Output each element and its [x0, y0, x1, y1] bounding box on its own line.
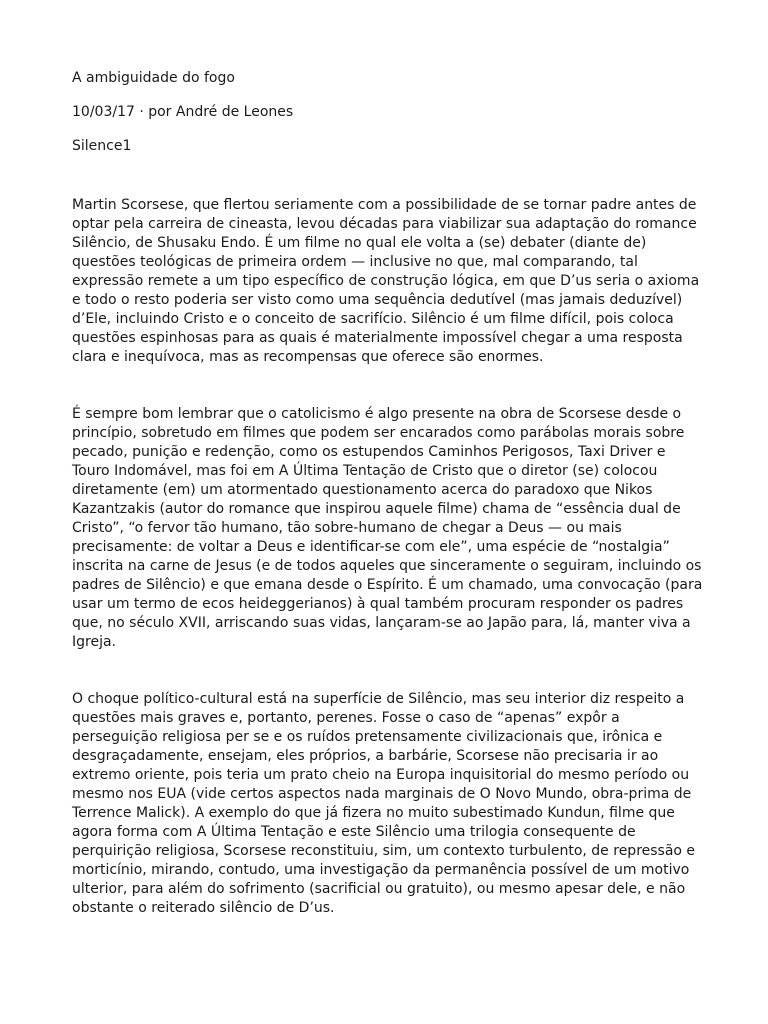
- paragraph-line: questões mais graves e, portanto, perenes. Fosse o caso de “apenas” expôr a: [72, 710, 620, 726]
- paragraph-line: questões espinhosas para as quais é materialmente impossível chegar a uma resposta: [72, 330, 683, 346]
- paragraph-line: Touro Indomável, mas foi em A Última Tentação de Cristo que o diretor (se) colocou: [72, 463, 658, 479]
- paragraph-line: ulterior, para além do sofrimento (sacrificial ou gratuito), ou mesmo apesar dele, e não: [72, 881, 686, 897]
- paragraph-line: É sempre bom lembrar que o catolicismo é algo presente na obra de Scorsese desde o: [72, 406, 682, 422]
- paragraph-line: perseguição religiosa per se e os ruídos pretensamente civilizacionais que, irônica e: [72, 729, 663, 745]
- paragraph-line: padres de Silêncio) e que emana desde o Espírito. É um chamado, uma convocação (para: [72, 577, 703, 593]
- paragraph-line: Martin Scorsese, que flertou seriamente com a possibilidade de se tornar padre antes de: [72, 197, 697, 213]
- paragraph-line: princípio, sobretudo em filmes que podem ser encarados como parábolas morais sobre: [72, 425, 685, 441]
- paragraph-2: [72, 405, 704, 652]
- paragraph-line: perquirição religiosa, Scorsese reconstituiu, sim, um contexto turbulento, de repressão e: [72, 843, 696, 859]
- document-page: [72, 69, 704, 918]
- paragraph-line: mesmo nos EUA (vide certos aspectos nada marginais de O Novo Mundo, obra-prima de: [72, 786, 692, 802]
- article-title: A ambiguidade do fogo: [72, 70, 235, 86]
- paragraph-line: clara e inequívoca, mas as recompensas que oferece são enormes.: [72, 349, 544, 365]
- paragraph-line: usar um termo de ecos heideggerianos) à qual também procuram responder os padres: [72, 596, 684, 612]
- paragraph-line: precisamente: de voltar a Deus e identificar-se com ele”, uma espécie de “nostalgia”: [72, 539, 670, 555]
- article-byline: 10/03/17 · por André de Leones: [72, 104, 294, 120]
- paragraph-line: Terrence Malick). A exemplo do que já fizera no muito subestimado Kundun, filme que: [72, 805, 675, 821]
- paragraph-line: agora forma com A Última Tentação e este Silêncio uma trilogia consequente de: [72, 824, 636, 840]
- image-caption: Silence1: [72, 138, 132, 154]
- paragraph-line: optar pela carreira de cineasta, levou décadas para viabilizar sua adaptação do romance: [72, 216, 697, 232]
- paragraph-line: obstante o reiterado silêncio de D’us.: [72, 900, 335, 916]
- paragraph-line: morticínio, mirando, contudo, uma investigação da permanência possível de um motivo: [72, 862, 690, 878]
- paragraph-line: d’Ele, incluindo Cristo e o conceito de sacrifício. Silêncio é um filme difícil, pois coloca: [72, 311, 674, 327]
- paragraph-line: desgraçadamente, ensejam, eles próprios, a barbárie, Scorsese não precisaria ir ao: [72, 748, 659, 764]
- paragraph-line: diretamente (em) um atormentado questionamento acerca do paradoxo que Nikos: [72, 482, 653, 498]
- paragraph-line: expressão remete a um tipo específico de construção lógica, em que D’us seria o axioma: [72, 273, 700, 289]
- paragraph-line: e todo o resto poderia ser visto como uma sequência dedutível (mas jamais deduzível): [72, 292, 683, 308]
- paragraph-line: pecado, punição e redenção, como os estupendos Caminhos Perigosos, Taxi Driver e: [72, 444, 666, 460]
- paragraph-line: O choque político-cultural está na superfície de Silêncio, mas seu interior diz respeito a: [72, 691, 685, 707]
- paragraph-line: Cristo”, “o fervor tão humano, tão sobre-humano de chegar a Deus — ou mais: [72, 520, 622, 536]
- paragraph-3: [72, 690, 704, 918]
- paragraph-line: extremo oriente, pois teria um prato cheio na Europa inquisitorial do mesmo período ou: [72, 767, 690, 783]
- paragraph-line: questões teológicas de primeira ordem — inclusive no que, mal comparando, tal: [72, 254, 638, 270]
- paragraph-line: Kazantzakis (autor do romance que inspirou aquele filme) chama de “essência dual de: [72, 501, 681, 517]
- paragraph-line: Silêncio, de Shusaku Endo. É um filme no qual ele volta a (se) debater (diante de): [72, 235, 647, 251]
- paragraph-line: inscrita na carne de Jesus (e de todos aqueles que sinceramente o seguiram, incluindo os: [72, 558, 702, 574]
- paragraph-1: [72, 196, 704, 367]
- paragraph-line: Igreja.: [72, 634, 116, 650]
- paragraph-line: que, no século XVII, arriscando suas vidas, lançaram-se ao Japão para, lá, manter viva a: [72, 615, 691, 631]
